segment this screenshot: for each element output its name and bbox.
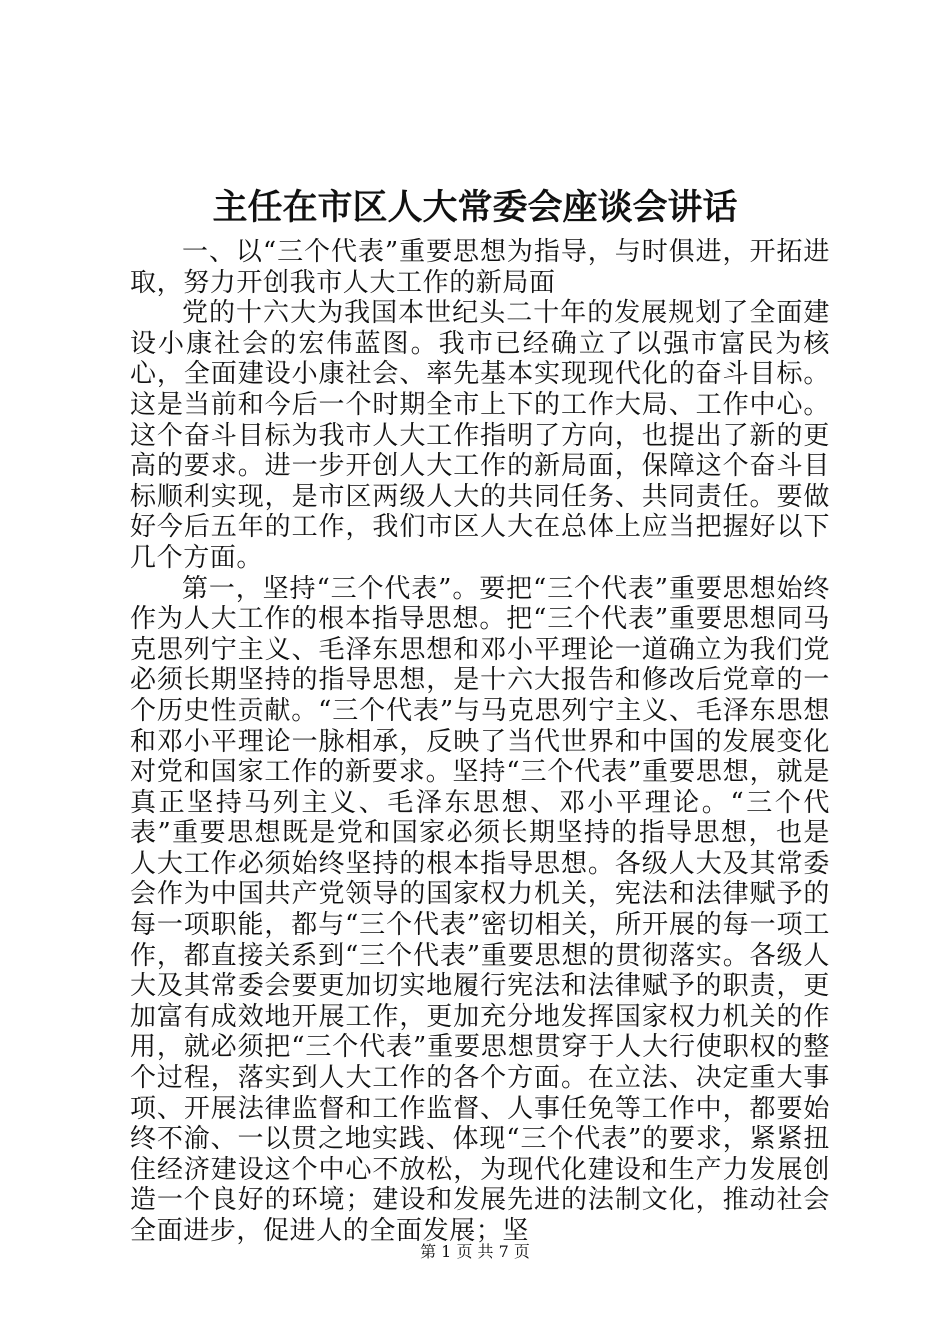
paragraph: 第一，坚持“三个代表”。要把“三个代表”重要思想始终作为人大工作的根本指导思想。把“三个代表”重要思想同马克思列宁主义、毛泽东思想和邓小平理论一道确立为我们党必须长期坚持的指导思想，是十六大报告和修改后党章的一个历史性贡献。“三个代表”与马克思列宁主义、毛泽东思想和邓小平理论一脉相承，反映了当代世界和中国的发展变化对党和国家工作的新要求。坚持“三个代表”重要思想，就是真正坚持马列主义、毛泽东思想、邓小平理论。“三个代表”重要思想既是党和国家必须长期坚持的指导思想，也是人大工作必须始终坚持的根本指导思想。各级人大及其常委会作为中国共产党领导的国家权力机关，宪法和法律赋予的每一项职能，都与“三个代表”密切相关，所开展的每一项工作，都直接关系到“三个代表”重要思想的贯彻落实。各级人大及其常委会要更加切实地履行宪法和法律赋予的职责，更加富有成效地开展工作，更加充分地发挥国家权力机关的作用，就必须把“三个代表”重要思想贯穿于人大行使职权的整个过程，落实到人大工作的各个方面。在立法、决定重大事项、开展法律监督和工作监督、人事任免等工作中，都要始终不渝、一以贯之地实践、体现“三个代表”的要求，紧紧扭住经济建设这个中心不放松，为现代化建设和生产力发展创造一个良好的环境；建设和发展先进的法制文化，推动社会全面进步，促进人的全面发展；坚 [130, 573, 830, 1246]
document-title: 主任在市区人大常委会座谈会讲话 [212, 187, 738, 228]
page-number-footer: 第 1 页 共 7 页 [420, 1242, 530, 1261]
document-body [130, 237, 830, 1247]
paragraph-heading: 一、以“三个代表”重要思想为指导，与时俱进，开拓进取，努力开创我市人大工作的新局面 [130, 237, 830, 298]
paragraph: 党的十六大为我国本世纪头二十年的发展规划了全面建设小康社会的宏伟蓝图。我市已经确立了以强市富民为核心，全面建设小康社会、率先基本实现现代化的奋斗目标。这是当前和今后一个时期全市上下的工作大局、工作中心。这个奋斗目标为我市人大工作指明了方向，也提出了新的更高的要求。进一步开创人大工作的新局面，保障这个奋斗目标顺利实现，是市区两级人大的共同任务、共同责任。要做好今后五年的工作，我们市区人大在总体上应当把握好以下几个方面。 [130, 298, 830, 573]
